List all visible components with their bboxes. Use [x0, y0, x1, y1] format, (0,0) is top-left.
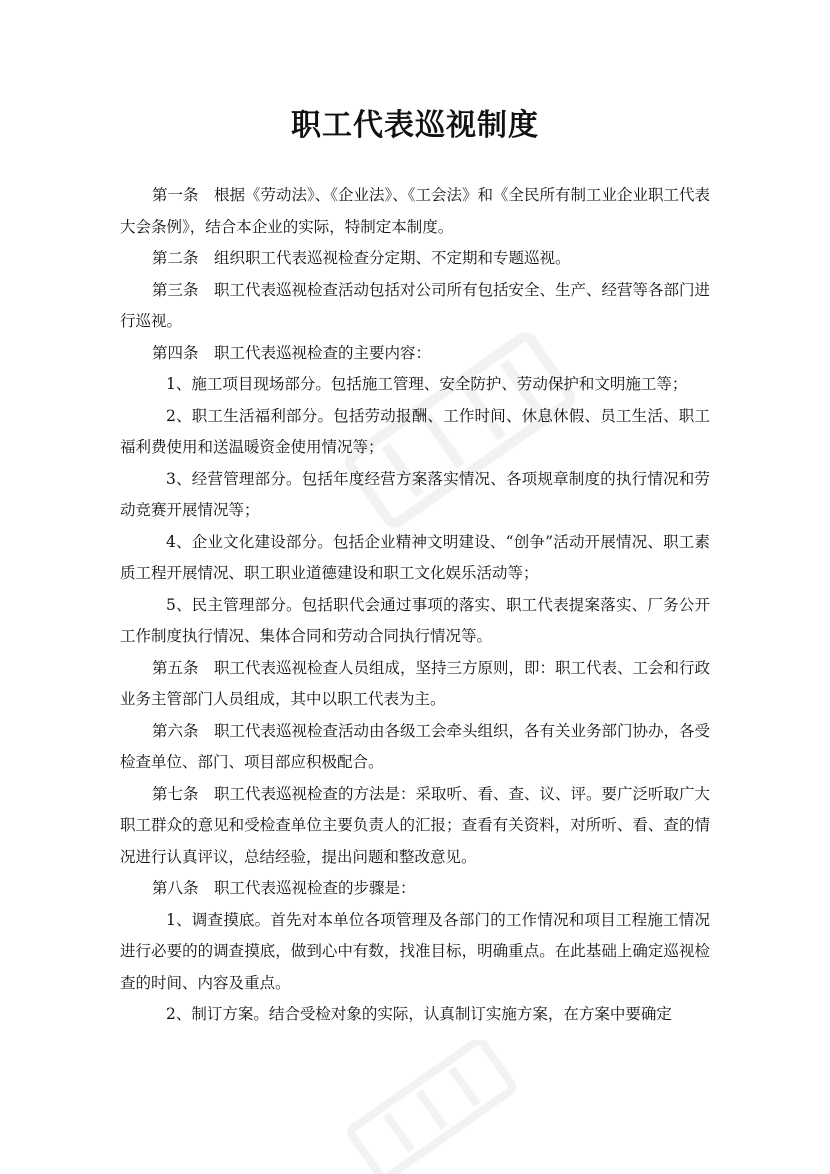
article-paragraph: 第四条 职工代表巡视检查的主要内容：	[152, 343, 432, 362]
document-body	[120, 180, 710, 1031]
document-title: 职工代表巡视制度	[291, 108, 539, 143]
item-paragraph: 1、施工项目现场部分。包括施工管理、安全防护、劳动保护和文明施工等；	[166, 375, 688, 393]
item-paragraph: 2、职工生活福利部分。包括劳动报酬、工作时间、休息休假、员工生活、职工福利费使用和送温暖资金使用情况等；	[120, 406, 710, 456]
article-paragraph: 第一条 根据《劳动法》、《企业法》、《工会法》和《全民所有制工业企业职工代表大会条例》，结合本企业的实际，特制定本制度。	[120, 186, 711, 236]
article-paragraph: 第三条 职工代表巡视检查活动包括对公司所有包括安全、生产、经营等各部门进行巡视。	[120, 280, 711, 330]
item-paragraph: 1、调查摸底。首先对本单位各项管理及各部门的工作情况和项目工程施工情况进行必要的的调查摸底，做到心中有数，找准目标，明确重点。在此基础上确定巡视检查的时间、内容及重点。	[120, 910, 710, 992]
item-paragraph: 2、制订方案。结合受检对象的实际，认真制订实施方案，在方案中要确定	[166, 1005, 672, 1023]
item-paragraph: 4、企业文化建设部分。包括企业精神文明建设、“创争”活动开展情况、职工素质工程开展情况、职工职业道德建设和职工文化娱乐活动等；	[120, 532, 710, 582]
article-paragraph: 第六条 职工代表巡视检查活动由各级工会牵头组织，各有关业务部门协办，各受检查单位、部门、项目部应积极配合。	[120, 721, 711, 771]
watermark-logo-bottom	[330, 1040, 530, 1174]
article-paragraph: 第五条 职工代表巡视检查人员组成，坚持三方原则，即：职工代表、工会和行政业务主管部门人员组成，其中以职工代表为主。	[120, 658, 711, 708]
article-paragraph: 第七条 职工代表巡视检查的方法是：采取听、看、查、议、评。要广泛听取广大职工群众的意见和受检查单位主要负责人的汇报；查看有关资料，对所听、看、查的情况进行认真评议，总结经验，提出问题和整改意见。	[120, 784, 711, 866]
item-paragraph: 3、经营管理部分。包括年度经营方案落实情况、各项规章制度的执行情况和劳动竞赛开展情况等；	[120, 469, 710, 519]
item-paragraph: 5、民主管理部分。包括职代会通过事项的落实、职工代表提案落实、厂务公开工作制度执行情况、集体合同和劳动合同执行情况等。	[120, 595, 710, 645]
article-paragraph: 第八条 职工代表巡视检查的步骤是：	[152, 879, 416, 897]
article-paragraph: 第二条 组织职工代表巡视检查分定期、不定期和专题巡视。	[152, 249, 571, 267]
